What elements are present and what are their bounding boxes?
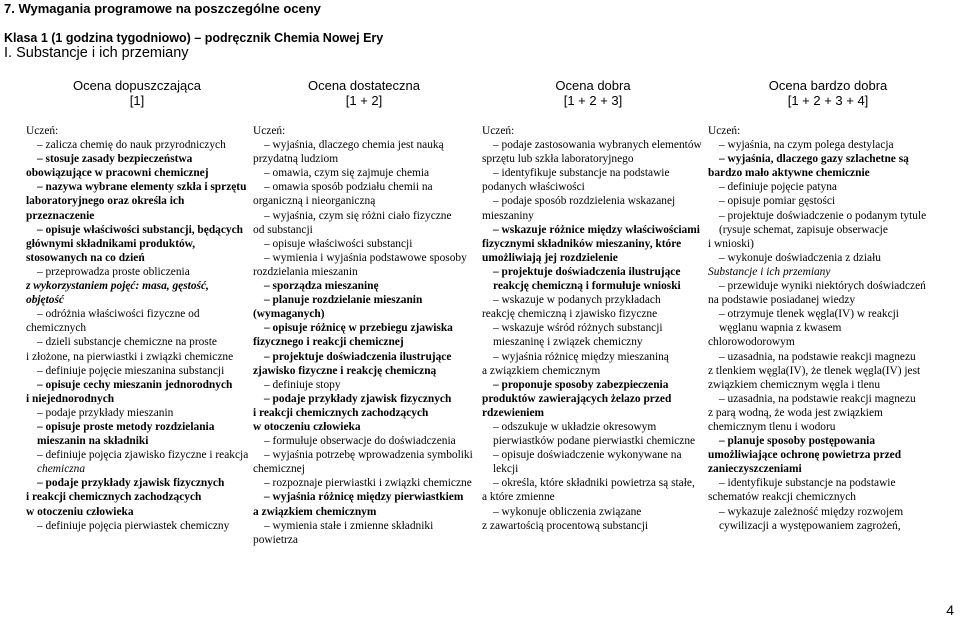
requirement-line: – wskazuje różnice między właściwościami [493, 223, 700, 236]
requirement-line: – podaje przykłady zjawisk fizycznych [37, 477, 225, 490]
requirement-line: a które zmienne [482, 491, 555, 504]
requirement-line: – określa, które składniki powietrza są stałe, [493, 477, 695, 490]
requirement-line: – identyfikuje substancje na podstawie [719, 477, 896, 490]
requirement-line: – wyjaśnia potrzebę wprowadzenia symboliki [264, 449, 473, 462]
column-points: [1 + 2 + 3 + 4] [787, 93, 869, 108]
requirement-line: – wyjaśnia różnicę między mieszaniną [493, 350, 669, 363]
requirement-line: – stosuje zasady bezpieczeństwa [37, 153, 193, 166]
requirement-line: Uczeń: [482, 125, 515, 137]
column-dobra [482, 78, 704, 533]
requirement-line: – odróżnia właściwości fizyczne od [37, 308, 200, 321]
requirement-line: stosowanych na co dzień [26, 251, 145, 264]
requirement-line: w otoczeniu człowieka [253, 420, 361, 433]
column-dostateczna [253, 78, 475, 547]
column-points: [1 + 2] [345, 93, 383, 108]
requirement-line: lekcji [493, 463, 519, 476]
requirements-list [253, 124, 475, 547]
column-title: Ocena dobra [555, 78, 631, 93]
requirement-line: – rozpoznaje pierwiastki i związki chemiczne [264, 477, 472, 490]
requirement-line: – wskazuje wśród różnych substancji [493, 322, 663, 335]
requirement-line: – opisuje proste metody rozdzielania [37, 420, 215, 433]
requirement-line: przydatną ludziom [253, 153, 339, 166]
requirement-line: i niejednorodnych [26, 392, 115, 405]
requirement-line: – uzasadnia, na podstawie reakcji magnezu [719, 392, 916, 405]
requirement-line: rdzewieniem [482, 406, 544, 419]
requirement-line: i reakcji chemicznych zachodzących [253, 406, 429, 419]
requirement-line: fizycznymi składników mieszaniny, które [482, 237, 682, 250]
requirement-line: – wyjaśnia, na czym polega destylacja [719, 139, 894, 152]
column-dopuszczajaca [26, 78, 248, 533]
requirement-line: (rysuje schemat, zapisuje obserwacje [719, 223, 888, 236]
requirement-line: bardzo mało aktywne chemicznie [708, 167, 870, 180]
requirement-line: związkiem chemicznym węgla i tlenu [708, 378, 881, 391]
requirement-line: – omawia, czym się zajmuje chemia [264, 167, 430, 180]
requirement-line: zjawisko fizyczne i reakcję chemiczną [253, 364, 437, 377]
column-points: [1 + 2 + 3] [563, 93, 623, 108]
requirement-line: rozdzielania mieszanin [253, 265, 358, 278]
requirement-line: (wymaganych) [253, 308, 325, 321]
requirement-line: – wyjaśnia, dlaczego gazy szlachetne są [719, 153, 909, 166]
requirements-list [26, 124, 248, 533]
requirement-line: zanieczyszczeniami [708, 463, 802, 476]
requirement-line: – identyfikuje substancje na podstawie [493, 167, 670, 180]
requirement-line: – projektuje doświadczenia ilustrujące [264, 350, 452, 363]
class-line: Klasa 1 (1 godzina tygodniowo) – podręcznik Chemia Nowej Ery [4, 31, 384, 45]
requirement-line: Uczeń: [26, 125, 59, 137]
requirement-line: – wymienia i wyjaśnia podstawowe sposoby [264, 251, 467, 264]
requirement-line: organiczną i nieorganiczną [253, 195, 376, 208]
requirement-line: przeznaczenie [26, 209, 95, 222]
requirement-line: pierwiastków podane pierwiastki chemiczne [493, 435, 696, 448]
requirement-line: – sporządza mieszaninę [264, 280, 379, 293]
requirement-line: – nazywa wybrane elementy szkła i sprzętu [37, 181, 247, 194]
requirement-line: chemicznej [253, 463, 305, 476]
subsection-heading: I. Substancje i ich przemiany [4, 45, 189, 61]
requirement-line: produktów zawierających żelazo przed [482, 392, 672, 405]
requirement-line: powietrza [253, 533, 298, 546]
requirement-line: obowiązujące w pracowni chemicznej [26, 167, 209, 180]
requirement-line: fizycznego i reakcji chemicznej [253, 336, 404, 349]
requirement-line: i reakcji chemicznych zachodzących [26, 491, 202, 504]
requirement-line: – definiuje pojęcie mieszanina substancji [37, 364, 225, 377]
requirement-line: reakcję chemiczną i zjawisko fizyczne [482, 308, 658, 321]
requirement-line: podanych właściwości [482, 181, 585, 194]
requirement-line: – definiuje pojęcia pierwiastek chemiczny [37, 519, 230, 532]
requirement-line: i złożone, na pierwiastki i związki chemiczne [26, 350, 234, 363]
requirement-line: laboratoryjnego oraz określa ich [26, 195, 185, 208]
requirement-line: – zalicza chemię do nauk przyrodniczych [37, 139, 226, 152]
requirement-line: głównymi składnikami produktów, [26, 237, 196, 250]
requirement-line: – proponuje sposoby zabezpieczenia [493, 378, 669, 391]
requirement-line: – formułuje obserwacje do doświadczenia [264, 435, 456, 448]
requirement-line: – wyjaśnia różnicę między pierwiastkiem [264, 491, 464, 504]
requirement-line: – otrzymuje tlenek węgla(IV) w reakcji [719, 308, 899, 321]
requirement-line: i wnioski) [708, 237, 754, 250]
requirement-line: chlorowodorowym [708, 336, 795, 349]
requirement-line: Uczeń: [708, 125, 741, 137]
requirement-line: umożliwiające ochronę powietrza przed [708, 449, 902, 462]
requirement-line: Substancje i ich przemiany [708, 265, 831, 278]
requirement-line: – opisuje cechy mieszanin jednorodnych [37, 378, 233, 391]
requirement-line: – projektuje doświadczenie o podanym tytule [719, 209, 927, 222]
requirement-line: – dzieli substancje chemiczne na proste [37, 336, 217, 349]
column-points: [1] [129, 93, 145, 108]
requirement-line: objętość [26, 294, 64, 307]
requirement-line: Uczeń: [253, 125, 286, 137]
requirement-line: – planuje rozdzielanie mieszanin [264, 294, 423, 307]
requirement-line: – wyjaśnia, dlaczego chemia jest nauką [264, 139, 444, 152]
requirement-line: mieszaniny [482, 209, 534, 222]
requirement-line: – wymienia stałe i zmienne składniki [264, 519, 434, 532]
requirement-line: chemicznych [26, 322, 87, 335]
requirement-line: – definiuje pojęcie patyna [719, 181, 837, 194]
requirement-line: – wykonuje doświadczenia z działu [719, 251, 881, 264]
requirement-line: – uzasadnia, na podstawie reakcji magnezu [719, 350, 916, 363]
requirement-line: – definiuje stopy [264, 378, 341, 391]
requirement-line: chemicznym tlenu i wodoru [708, 420, 836, 433]
requirement-line: z wykorzystaniem pojęć: masa, gęstość, [26, 280, 209, 293]
requirement-line: z zawartością procentową substancji [482, 519, 649, 532]
requirement-line: – wykazuje zależność między rozwojem [719, 505, 904, 518]
requirement-line: – opisuje pomiar gęstości [719, 195, 836, 208]
requirement-line: – podaje przykłady mieszanin [37, 406, 174, 419]
requirement-line: cywilizacji a występowaniem zagrożeń, [719, 519, 901, 532]
requirements-list [482, 124, 704, 533]
requirement-line: – opisuje właściwości substancji [264, 237, 413, 250]
requirement-line: – opisuje różnicę w przebiegu zjawiska [264, 322, 453, 335]
page-number: 4 [946, 602, 954, 618]
requirement-line: z parą wodną, że woda jest związkiem [708, 406, 883, 419]
requirement-line: chemiczna [37, 463, 86, 476]
requirement-line: mieszaninę i związek chemiczny [493, 336, 643, 349]
requirement-line: na podstawie posiadanej wiedzy [708, 294, 856, 307]
requirement-line: – wykonuje obliczenia związane [493, 505, 642, 518]
requirement-line: – projektuje doświadczenia ilustrujące [493, 265, 681, 278]
requirement-line: sprzętu lub szkła laboratoryjnego [482, 153, 634, 166]
requirement-line: mieszanin na składniki [37, 435, 149, 448]
requirements-list [708, 124, 948, 533]
requirement-line: z tlenkiem węgla(IV), że tlenek węgla(IV) jest [708, 364, 921, 377]
requirement-line: – wskazuje w podanych przykładach [493, 294, 661, 307]
requirement-line: węglanu wapnia z kwasem [719, 322, 842, 335]
column-bardzo-dobra [708, 78, 948, 533]
requirement-line: – opisuje doświadczenie wykonywane na [493, 449, 682, 462]
requirement-line: – omawia sposób podziału chemii na [264, 181, 433, 194]
requirement-line: – przewiduje wyniki niektórych doświadczeń [719, 280, 926, 293]
requirement-line: – definiuje pojęcia zjawisko fizyczne i reakcja [37, 449, 248, 462]
requirement-line: – wyjaśnia, czym się różni ciało fizyczne [264, 209, 452, 222]
requirement-line: – podaje przykłady zjawisk fizycznych [264, 392, 452, 405]
requirement-line: – podaje zastosowania wybranych elementów [493, 139, 702, 152]
requirement-line: – odszukuje w układzie okresowym [493, 420, 657, 433]
requirement-line: – planuje sposoby postępowania [719, 435, 876, 448]
requirement-line: – podaje sposób rozdzielenia wskazanej [493, 195, 676, 208]
section-heading: 7. Wymagania programowe na poszczególne oceny [4, 1, 321, 16]
requirement-line: a związkiem chemicznym [253, 505, 377, 518]
requirement-line: a związkiem chemicznym [482, 364, 601, 377]
requirement-line: w otoczeniu człowieka [26, 505, 134, 518]
requirement-line: od substancji [253, 223, 313, 236]
requirement-line: – przeprowadza proste obliczenia [37, 265, 190, 278]
requirement-line: reakcję chemiczną i formułuje wnioski [493, 280, 681, 293]
requirement-line: umożliwiają jej rozdzielenie [482, 251, 618, 264]
column-title: Ocena bardzo dobra [768, 78, 888, 93]
requirement-line: – opisuje właściwości substancji, będących [37, 223, 243, 236]
column-title: Ocena dostateczna [307, 78, 421, 93]
column-title: Ocena dopuszczająca [73, 78, 201, 93]
requirement-line: schematów reakcji chemicznych [708, 491, 857, 504]
